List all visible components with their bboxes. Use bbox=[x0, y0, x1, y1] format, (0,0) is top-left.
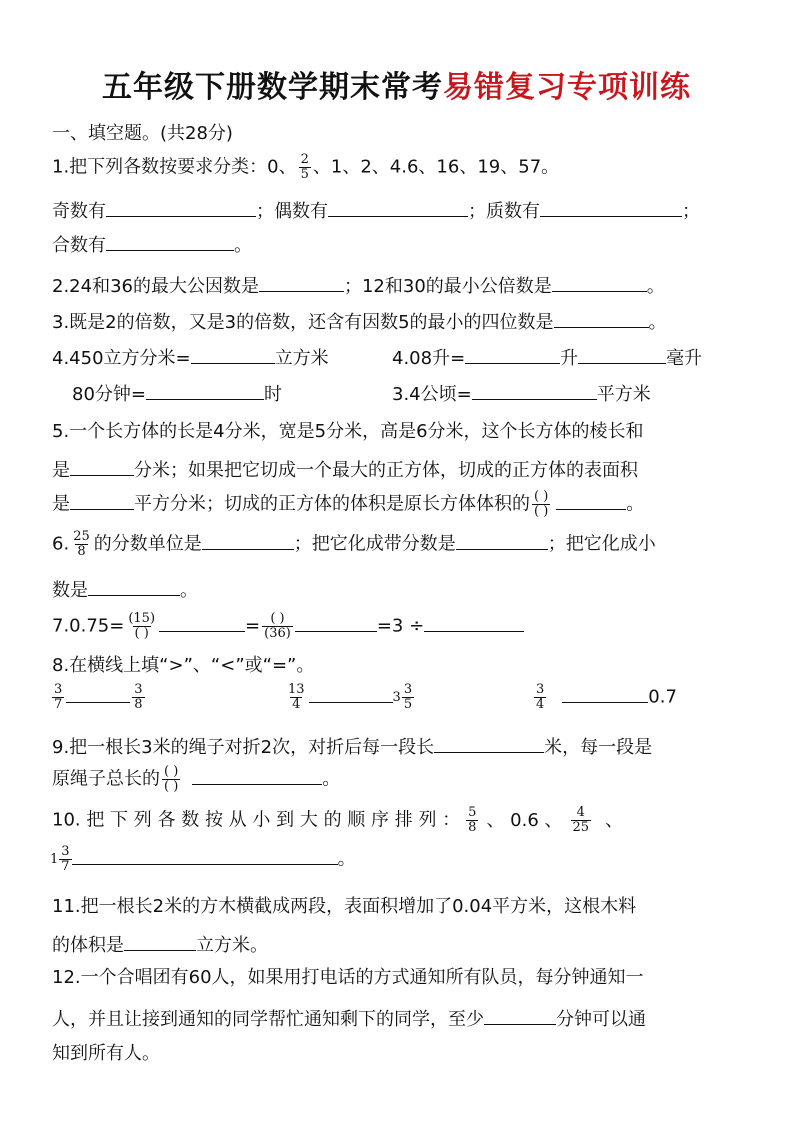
q4-unit-e: 毫升 bbox=[666, 348, 703, 369]
question-12-line1: 12.一个合唱团有60人，如果用打电话的方式通知所有队员，每分钟通知一 bbox=[52, 967, 644, 988]
q4-text-a: 4.450立方分米= bbox=[52, 348, 191, 369]
fraction-denominator: 7 bbox=[61, 859, 70, 874]
answer-blank[interactable] bbox=[465, 345, 560, 364]
answer-blank[interactable] bbox=[554, 309, 649, 328]
fraction-denominator: 8 bbox=[134, 697, 143, 712]
fraction-paren-blank[interactable] bbox=[126, 612, 157, 641]
q2-text-a: 2.24和36的最大公因数是 bbox=[52, 276, 259, 297]
q7-text: =3 ÷ bbox=[376, 615, 425, 637]
mixed-number bbox=[50, 845, 72, 874]
answer-blank[interactable] bbox=[456, 531, 548, 550]
q11-text: 立方米。 bbox=[196, 935, 268, 956]
answer-blank[interactable] bbox=[259, 273, 344, 292]
q11-text: 的体积是 bbox=[52, 935, 124, 956]
fraction-numerator: 2 bbox=[300, 152, 309, 167]
q4-text-c: 4.08升= bbox=[392, 348, 466, 369]
q9-text: 米，每一段是 bbox=[544, 737, 653, 758]
answer-blank[interactable] bbox=[159, 613, 245, 632]
question-11-line2 bbox=[52, 932, 268, 957]
q5-text: 分米；如果把它切成一个最大的正方体，切成的正方体的表面积 bbox=[134, 460, 638, 481]
mixed-whole: 1 bbox=[50, 851, 59, 867]
question-7 bbox=[52, 612, 524, 641]
q10-text: 10. 把 下 列 各 数 按 从 小 到 大 的 顺 序 排 列 ： bbox=[52, 809, 461, 831]
question-6-line2 bbox=[52, 577, 198, 602]
fraction-numerator: ( ) bbox=[270, 611, 285, 626]
answer-blank[interactable] bbox=[66, 684, 130, 703]
q9-end: 。 bbox=[322, 768, 341, 790]
fraction-numerator: 25 bbox=[73, 529, 90, 544]
q10-sep: 、 0.6 、 bbox=[486, 809, 563, 831]
question-5-line3 bbox=[52, 490, 644, 519]
answer-blank[interactable] bbox=[424, 613, 524, 632]
q10-end: 。 bbox=[337, 848, 356, 870]
answer-blank[interactable] bbox=[556, 491, 626, 510]
answer-blank[interactable] bbox=[106, 198, 256, 217]
answer-blank[interactable] bbox=[192, 766, 322, 785]
question-8: 8.在横线上填“>”、“<”或“=”。 bbox=[52, 655, 315, 676]
answer-blank[interactable] bbox=[146, 381, 264, 400]
fraction bbox=[466, 806, 478, 835]
q6-text: 数是 bbox=[52, 580, 88, 601]
q4-unit-b: 立方米 bbox=[274, 348, 329, 369]
q4-text-f: 80分钟= bbox=[72, 384, 146, 405]
question-10-line2 bbox=[50, 845, 356, 874]
fraction-paren-blank[interactable] bbox=[532, 490, 550, 519]
q6-num: 6. bbox=[52, 533, 70, 555]
answer-blank[interactable] bbox=[88, 577, 180, 596]
fraction-paren-blank[interactable] bbox=[162, 765, 180, 794]
answer-blank[interactable] bbox=[540, 198, 682, 217]
fraction-denominator: 25 bbox=[572, 820, 590, 835]
q8-pair-2 bbox=[284, 683, 414, 712]
q6-text: 的分数单位是 bbox=[93, 533, 202, 555]
answer-blank[interactable] bbox=[472, 381, 597, 400]
fraction-numerator: 4 bbox=[576, 805, 585, 820]
question-2 bbox=[52, 273, 665, 298]
fraction-numerator: ( ) bbox=[534, 489, 549, 504]
q1-rest: 、1、2、4.6、16、19、57。 bbox=[312, 156, 560, 178]
question-11-line1: 11.把一根长2米的方木横截成两段，表面积增加了0.04平方米，这根木料 bbox=[52, 896, 637, 917]
fraction-denominator: 8 bbox=[77, 544, 86, 559]
fraction bbox=[52, 683, 64, 712]
q7-text: 7.0.75= bbox=[52, 615, 125, 637]
q1-semicolon: ； bbox=[682, 201, 700, 222]
question-6-line1 bbox=[52, 530, 656, 559]
q1-odd-label: 奇数有 bbox=[52, 201, 106, 222]
q1-prime-label: ；质数有 bbox=[468, 201, 540, 222]
answer-blank[interactable] bbox=[124, 932, 196, 951]
fraction-denominator: 4 bbox=[292, 697, 301, 712]
q1-line3 bbox=[52, 232, 252, 257]
fraction bbox=[286, 683, 307, 712]
q1-composite-label: 合数有 bbox=[52, 235, 106, 256]
section-heading: 一、填空题。(共28分) bbox=[52, 123, 233, 144]
q5-text: 是 bbox=[52, 493, 70, 515]
question-10-line1 bbox=[52, 806, 623, 835]
fraction-numerator: 3 bbox=[536, 682, 545, 697]
q6-text: ；把它化成带分数是 bbox=[293, 533, 456, 555]
fraction-denominator: ( ) bbox=[134, 626, 149, 641]
q4-unit-d: 升 bbox=[560, 348, 579, 369]
fraction-numerator: 3 bbox=[61, 844, 70, 859]
question-1 bbox=[52, 153, 559, 182]
q2-text-b: ；12和30的最小公倍数是 bbox=[343, 276, 552, 297]
question-9-line2 bbox=[52, 765, 340, 794]
q1-end: 。 bbox=[234, 235, 252, 256]
fraction-numerator: 3 bbox=[54, 682, 63, 697]
answer-blank[interactable] bbox=[578, 345, 666, 364]
answer-blank[interactable] bbox=[562, 684, 648, 703]
fraction-denominator: 5 bbox=[300, 167, 309, 182]
q8-pair-1 bbox=[50, 683, 147, 712]
q2-end: 。 bbox=[646, 276, 665, 297]
fraction bbox=[59, 845, 71, 874]
q1-line2 bbox=[52, 198, 700, 223]
question-4-line1b bbox=[392, 345, 702, 370]
answer-blank[interactable] bbox=[295, 613, 377, 632]
fraction-paren-blank[interactable] bbox=[262, 612, 293, 641]
fraction bbox=[132, 683, 144, 712]
mixed-number bbox=[393, 683, 415, 712]
answer-blank[interactable] bbox=[484, 1006, 556, 1025]
q4-text-h: 3.4公顷= bbox=[392, 384, 472, 405]
question-12-line3: 知到所有人。 bbox=[52, 1043, 160, 1064]
q6-end: 。 bbox=[180, 580, 198, 601]
q10-sep: 、 bbox=[605, 809, 624, 831]
title-main: 五年级下册数学期末常考 bbox=[102, 70, 443, 105]
question-4-line1 bbox=[52, 345, 329, 370]
fraction-denominator: 4 bbox=[536, 697, 545, 712]
fraction-numerator: 3 bbox=[134, 682, 143, 697]
answer-blank[interactable] bbox=[309, 684, 393, 703]
fraction-denominator: (36) bbox=[264, 626, 291, 641]
fraction-numerator: 5 bbox=[468, 805, 477, 820]
title-highlight: 易错复习专项训练 bbox=[443, 70, 691, 105]
question-12-line2 bbox=[52, 1006, 646, 1031]
page-title bbox=[0, 62, 793, 106]
q1-even-label: ；偶数有 bbox=[256, 201, 328, 222]
fraction-numerator: 13 bbox=[288, 682, 305, 697]
fraction-denominator: 5 bbox=[403, 697, 413, 712]
answer-blank[interactable] bbox=[202, 531, 294, 550]
answer-blank[interactable] bbox=[328, 198, 468, 217]
question-3 bbox=[52, 309, 667, 334]
fraction-denominator: 8 bbox=[468, 820, 477, 835]
question-5-line2 bbox=[52, 457, 638, 482]
answer-blank[interactable] bbox=[106, 232, 234, 251]
fraction-numerator: (15) bbox=[128, 611, 156, 626]
q12-text: 人，并且让接到通知的同学帮忙通知剩下的同学，至少 bbox=[52, 1009, 484, 1030]
q6-text: ；把它化成小 bbox=[547, 533, 656, 555]
q5-text: 平方分米；切成的正方体的体积是原长方体体积的 bbox=[134, 493, 530, 515]
q4-unit-i: 平方米 bbox=[596, 384, 651, 405]
mixed-whole: 3 bbox=[392, 689, 401, 705]
fraction-denominator: 7 bbox=[54, 697, 63, 712]
q12-text: 分钟可以通 bbox=[556, 1009, 646, 1030]
fraction bbox=[534, 683, 546, 712]
answer-blank[interactable] bbox=[552, 273, 647, 292]
answer-blank[interactable] bbox=[70, 457, 134, 476]
q7-equals: = bbox=[245, 615, 261, 637]
q3-end: 。 bbox=[648, 312, 667, 333]
fraction-numerator: ( ) bbox=[164, 764, 179, 779]
q9-text: 原绳子总长的 bbox=[52, 768, 160, 790]
answer-blank[interactable] bbox=[70, 491, 134, 510]
question-5-line1: 5.一个长方体的长是4分米，宽是5分米，高是6分米，这个长方体的棱长和 bbox=[52, 421, 644, 442]
fraction-denominator: ( ) bbox=[164, 779, 179, 794]
q3-text: 3.既是2的倍数，又是3的倍数，还含有因数5的最小的四位数是 bbox=[52, 312, 554, 333]
q6-fraction bbox=[71, 530, 92, 559]
fraction bbox=[402, 683, 414, 712]
q9-text: 9.把一根长3米的绳子对折2次，对折后每一段长 bbox=[52, 737, 435, 758]
q8-pair-3 bbox=[532, 683, 677, 712]
q5-text: 是 bbox=[52, 460, 70, 481]
fraction bbox=[571, 806, 592, 835]
q5-end: 。 bbox=[626, 493, 645, 515]
answer-blank[interactable] bbox=[191, 345, 275, 364]
q1-text: 1.把下列各数按要求分类：0、 bbox=[52, 156, 297, 178]
q1-fraction bbox=[299, 153, 311, 182]
question-4-line2b bbox=[392, 381, 651, 406]
q8-decimal: 0.7 bbox=[648, 686, 677, 708]
answer-blank[interactable] bbox=[434, 734, 544, 753]
question-4-line2 bbox=[72, 381, 282, 406]
fraction-numerator: 3 bbox=[403, 682, 413, 697]
q4-unit-g: 时 bbox=[264, 384, 282, 405]
answer-blank[interactable] bbox=[72, 846, 338, 865]
fraction-denominator: ( ) bbox=[534, 504, 549, 519]
question-9-line1 bbox=[52, 734, 652, 759]
